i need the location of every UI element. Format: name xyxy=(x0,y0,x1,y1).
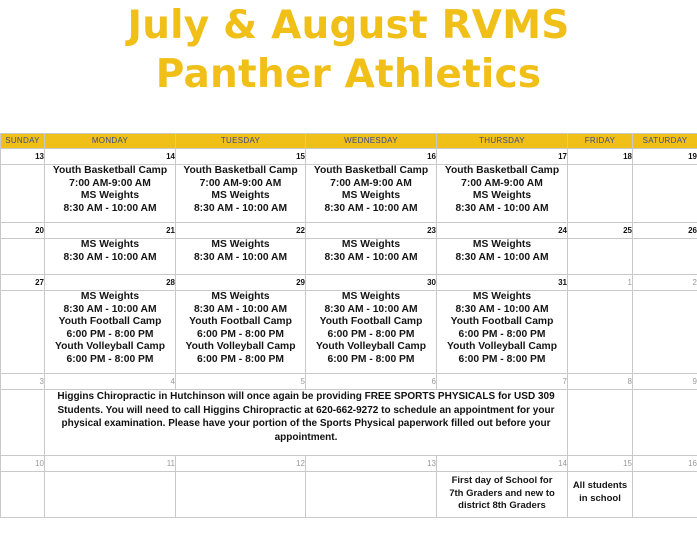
day-cell xyxy=(176,291,306,374)
date-number: 10 xyxy=(1,456,45,472)
event-line: 8:30 AM - 10:00 AM xyxy=(324,303,418,315)
date-number: 11 xyxy=(45,456,176,472)
date-number: 14 xyxy=(437,456,568,472)
day-cell xyxy=(45,472,176,518)
date-number: 26 xyxy=(633,223,697,239)
date-number: 22 xyxy=(176,223,306,239)
event-line: Youth Football Camp xyxy=(58,316,162,328)
date-number: 5 xyxy=(176,374,306,390)
week-1-dates xyxy=(1,149,697,165)
event-line: Youth Basketball Camp xyxy=(444,165,560,176)
day-cell xyxy=(568,390,633,456)
week-2-dates xyxy=(1,223,697,239)
calendar-grid xyxy=(0,133,697,518)
day-cell xyxy=(1,472,45,518)
date-number: 18 xyxy=(568,149,633,165)
date-number: 16 xyxy=(306,149,437,165)
day-cell xyxy=(633,472,697,518)
date-number: 12 xyxy=(176,456,306,472)
event-line: 7:00 AM-9:00 AM xyxy=(330,177,412,189)
event-line: 6:00 PM - 8:00 PM xyxy=(197,328,284,340)
event-line: 8:30 AM - 10:00 AM xyxy=(193,303,288,315)
event-line: Youth Basketball Camp xyxy=(52,165,168,176)
event-line: Youth Basketball Camp xyxy=(183,165,298,176)
event-line: 8:30 AM - 10:00 AM xyxy=(193,251,288,263)
date-number: 25 xyxy=(568,223,633,239)
date-number: 23 xyxy=(306,223,437,239)
date-number: 29 xyxy=(176,275,306,291)
day-cell xyxy=(45,291,176,374)
event-line: 8:30 AM - 10:00 AM xyxy=(324,251,418,263)
event-line: 7:00 AM-9:00 AM xyxy=(461,177,543,189)
day-cell xyxy=(633,239,697,275)
event-line: MS Weights xyxy=(341,291,401,302)
day-cell xyxy=(568,472,633,518)
event-line: Youth Volleyball Camp xyxy=(446,341,558,353)
day-cell xyxy=(176,472,306,518)
date-number: 13 xyxy=(306,456,437,472)
day-cell xyxy=(568,239,633,275)
event-line: MS Weights xyxy=(341,190,401,202)
date-number: 16 xyxy=(633,456,697,472)
sports-physicals-notice: Higgins Chiropractic in Hutchinson will once again be providing FREE SPORTS PHYSICALS for USD 309 Students. You will need to call Higgins Chiropractic at 620-662-9272 to schedule an appointment for your physical examination. Please have your portion of the Sports Physical paperwork filled out before your appointment. xyxy=(45,390,568,456)
week-1-events xyxy=(1,165,697,223)
event-line: MS Weights xyxy=(80,291,140,302)
weekday-monday: MONDAY xyxy=(45,134,176,149)
event-line: 6:00 PM - 8:00 PM xyxy=(458,328,546,340)
weekday-saturday: SATURDAY xyxy=(633,134,697,149)
event-line: MS Weights xyxy=(472,239,532,250)
day-cell xyxy=(437,239,568,275)
date-number: 8 xyxy=(568,374,633,390)
week-4-events xyxy=(1,390,697,456)
date-number: 3 xyxy=(1,374,45,390)
date-number: 20 xyxy=(1,223,45,239)
event-line: 8:30 AM - 10:00 AM xyxy=(193,202,288,214)
date-number: 6 xyxy=(306,374,437,390)
weekday-friday: FRIDAY xyxy=(568,134,633,149)
event-line: MS Weights xyxy=(211,291,270,302)
event-line: 6:00 PM - 8:00 PM xyxy=(66,328,154,340)
page-title-line2: Panther Athletics xyxy=(155,52,542,97)
day-cell xyxy=(633,390,697,456)
event-line: Youth Basketball Camp xyxy=(313,165,429,176)
day-cell xyxy=(176,165,306,223)
day-cell xyxy=(306,472,437,518)
day-cell xyxy=(1,165,45,223)
event-line: Youth Volleyball Camp xyxy=(315,341,427,353)
event-line: 8:30 AM - 10:00 AM xyxy=(455,251,549,263)
week-5-dates xyxy=(1,456,697,472)
week-5-events xyxy=(1,472,697,518)
day-cell xyxy=(306,165,437,223)
date-number: 19 xyxy=(633,149,697,165)
calendar xyxy=(0,133,697,518)
week-3-events xyxy=(1,291,697,374)
date-number: 30 xyxy=(306,275,437,291)
week-4-dates xyxy=(1,374,697,390)
date-number: 15 xyxy=(176,149,306,165)
event-line: 8:30 AM - 10:00 AM xyxy=(324,202,418,214)
weekday-tuesday: TUESDAY xyxy=(176,134,306,149)
date-number: 31 xyxy=(437,275,568,291)
event-line: 7:00 AM-9:00 AM xyxy=(199,177,282,189)
day-cell xyxy=(568,291,633,374)
week-3-dates xyxy=(1,275,697,291)
event-line: 6:00 PM - 8:00 PM xyxy=(458,353,546,365)
day-cell xyxy=(1,390,45,456)
day-cell xyxy=(633,291,697,374)
day-cell xyxy=(633,165,697,223)
event-line: MS Weights xyxy=(211,190,270,202)
date-number: 14 xyxy=(45,149,176,165)
event-line: Youth Football Camp xyxy=(450,316,554,328)
event-line: 8:30 AM - 10:00 AM xyxy=(63,202,157,214)
day-cell xyxy=(568,165,633,223)
date-number: 27 xyxy=(1,275,45,291)
weekday-header-row xyxy=(1,134,697,149)
event-line: 6:00 PM - 8:00 PM xyxy=(197,353,284,365)
day-cell xyxy=(45,239,176,275)
event-line: 8:30 AM - 10:00 AM xyxy=(455,303,549,315)
event-line: First day of School for 7th Graders and new to district 8th Graders xyxy=(449,475,555,511)
event-line: MS Weights xyxy=(472,190,532,202)
page-title-line1: July & August RVMS xyxy=(127,3,570,48)
event-line: MS Weights xyxy=(211,239,270,250)
date-number: 21 xyxy=(45,223,176,239)
day-cell xyxy=(306,291,437,374)
date-number: 24 xyxy=(437,223,568,239)
event-line: Youth Volleyball Camp xyxy=(185,341,296,353)
event-line: 6:00 PM - 8:00 PM xyxy=(66,353,154,365)
event-line: MS Weights xyxy=(80,190,140,202)
event-line: All students in school xyxy=(572,480,628,504)
event-line: Youth Football Camp xyxy=(189,316,292,328)
day-cell xyxy=(176,239,306,275)
event-line: MS Weights xyxy=(341,239,401,250)
event-line: 6:00 PM - 8:00 PM xyxy=(327,328,415,340)
day-cell xyxy=(1,239,45,275)
day-cell xyxy=(437,165,568,223)
weekday-sunday: SUNDAY xyxy=(1,134,45,149)
event-line: Youth Volleyball Camp xyxy=(54,341,166,353)
event-line: 6:00 PM - 8:00 PM xyxy=(327,353,415,365)
event-line: 7:00 AM-9:00 AM xyxy=(69,177,151,189)
event-line: MS Weights xyxy=(472,291,532,302)
day-cell xyxy=(437,472,568,518)
date-number: 1 xyxy=(568,275,633,291)
date-number: 2 xyxy=(633,275,697,291)
week-2-events xyxy=(1,239,697,275)
date-number: 4 xyxy=(45,374,176,390)
date-number: 9 xyxy=(633,374,697,390)
date-number: 15 xyxy=(568,456,633,472)
date-number: 17 xyxy=(437,149,568,165)
event-line: 8:30 AM - 10:00 AM xyxy=(63,303,157,315)
date-number: 28 xyxy=(45,275,176,291)
event-line: MS Weights xyxy=(80,239,140,250)
event-line: Youth Football Camp xyxy=(319,316,423,328)
date-number: 7 xyxy=(437,374,568,390)
event-line: 8:30 AM - 10:00 AM xyxy=(63,251,157,263)
date-number: 13 xyxy=(1,149,45,165)
weekday-thursday: THURSDAY xyxy=(437,134,568,149)
day-cell xyxy=(45,165,176,223)
day-cell xyxy=(1,291,45,374)
event-line: 8:30 AM - 10:00 AM xyxy=(455,202,549,214)
day-cell xyxy=(306,239,437,275)
weekday-wednesday: WEDNESDAY xyxy=(306,134,437,149)
day-cell xyxy=(437,291,568,374)
